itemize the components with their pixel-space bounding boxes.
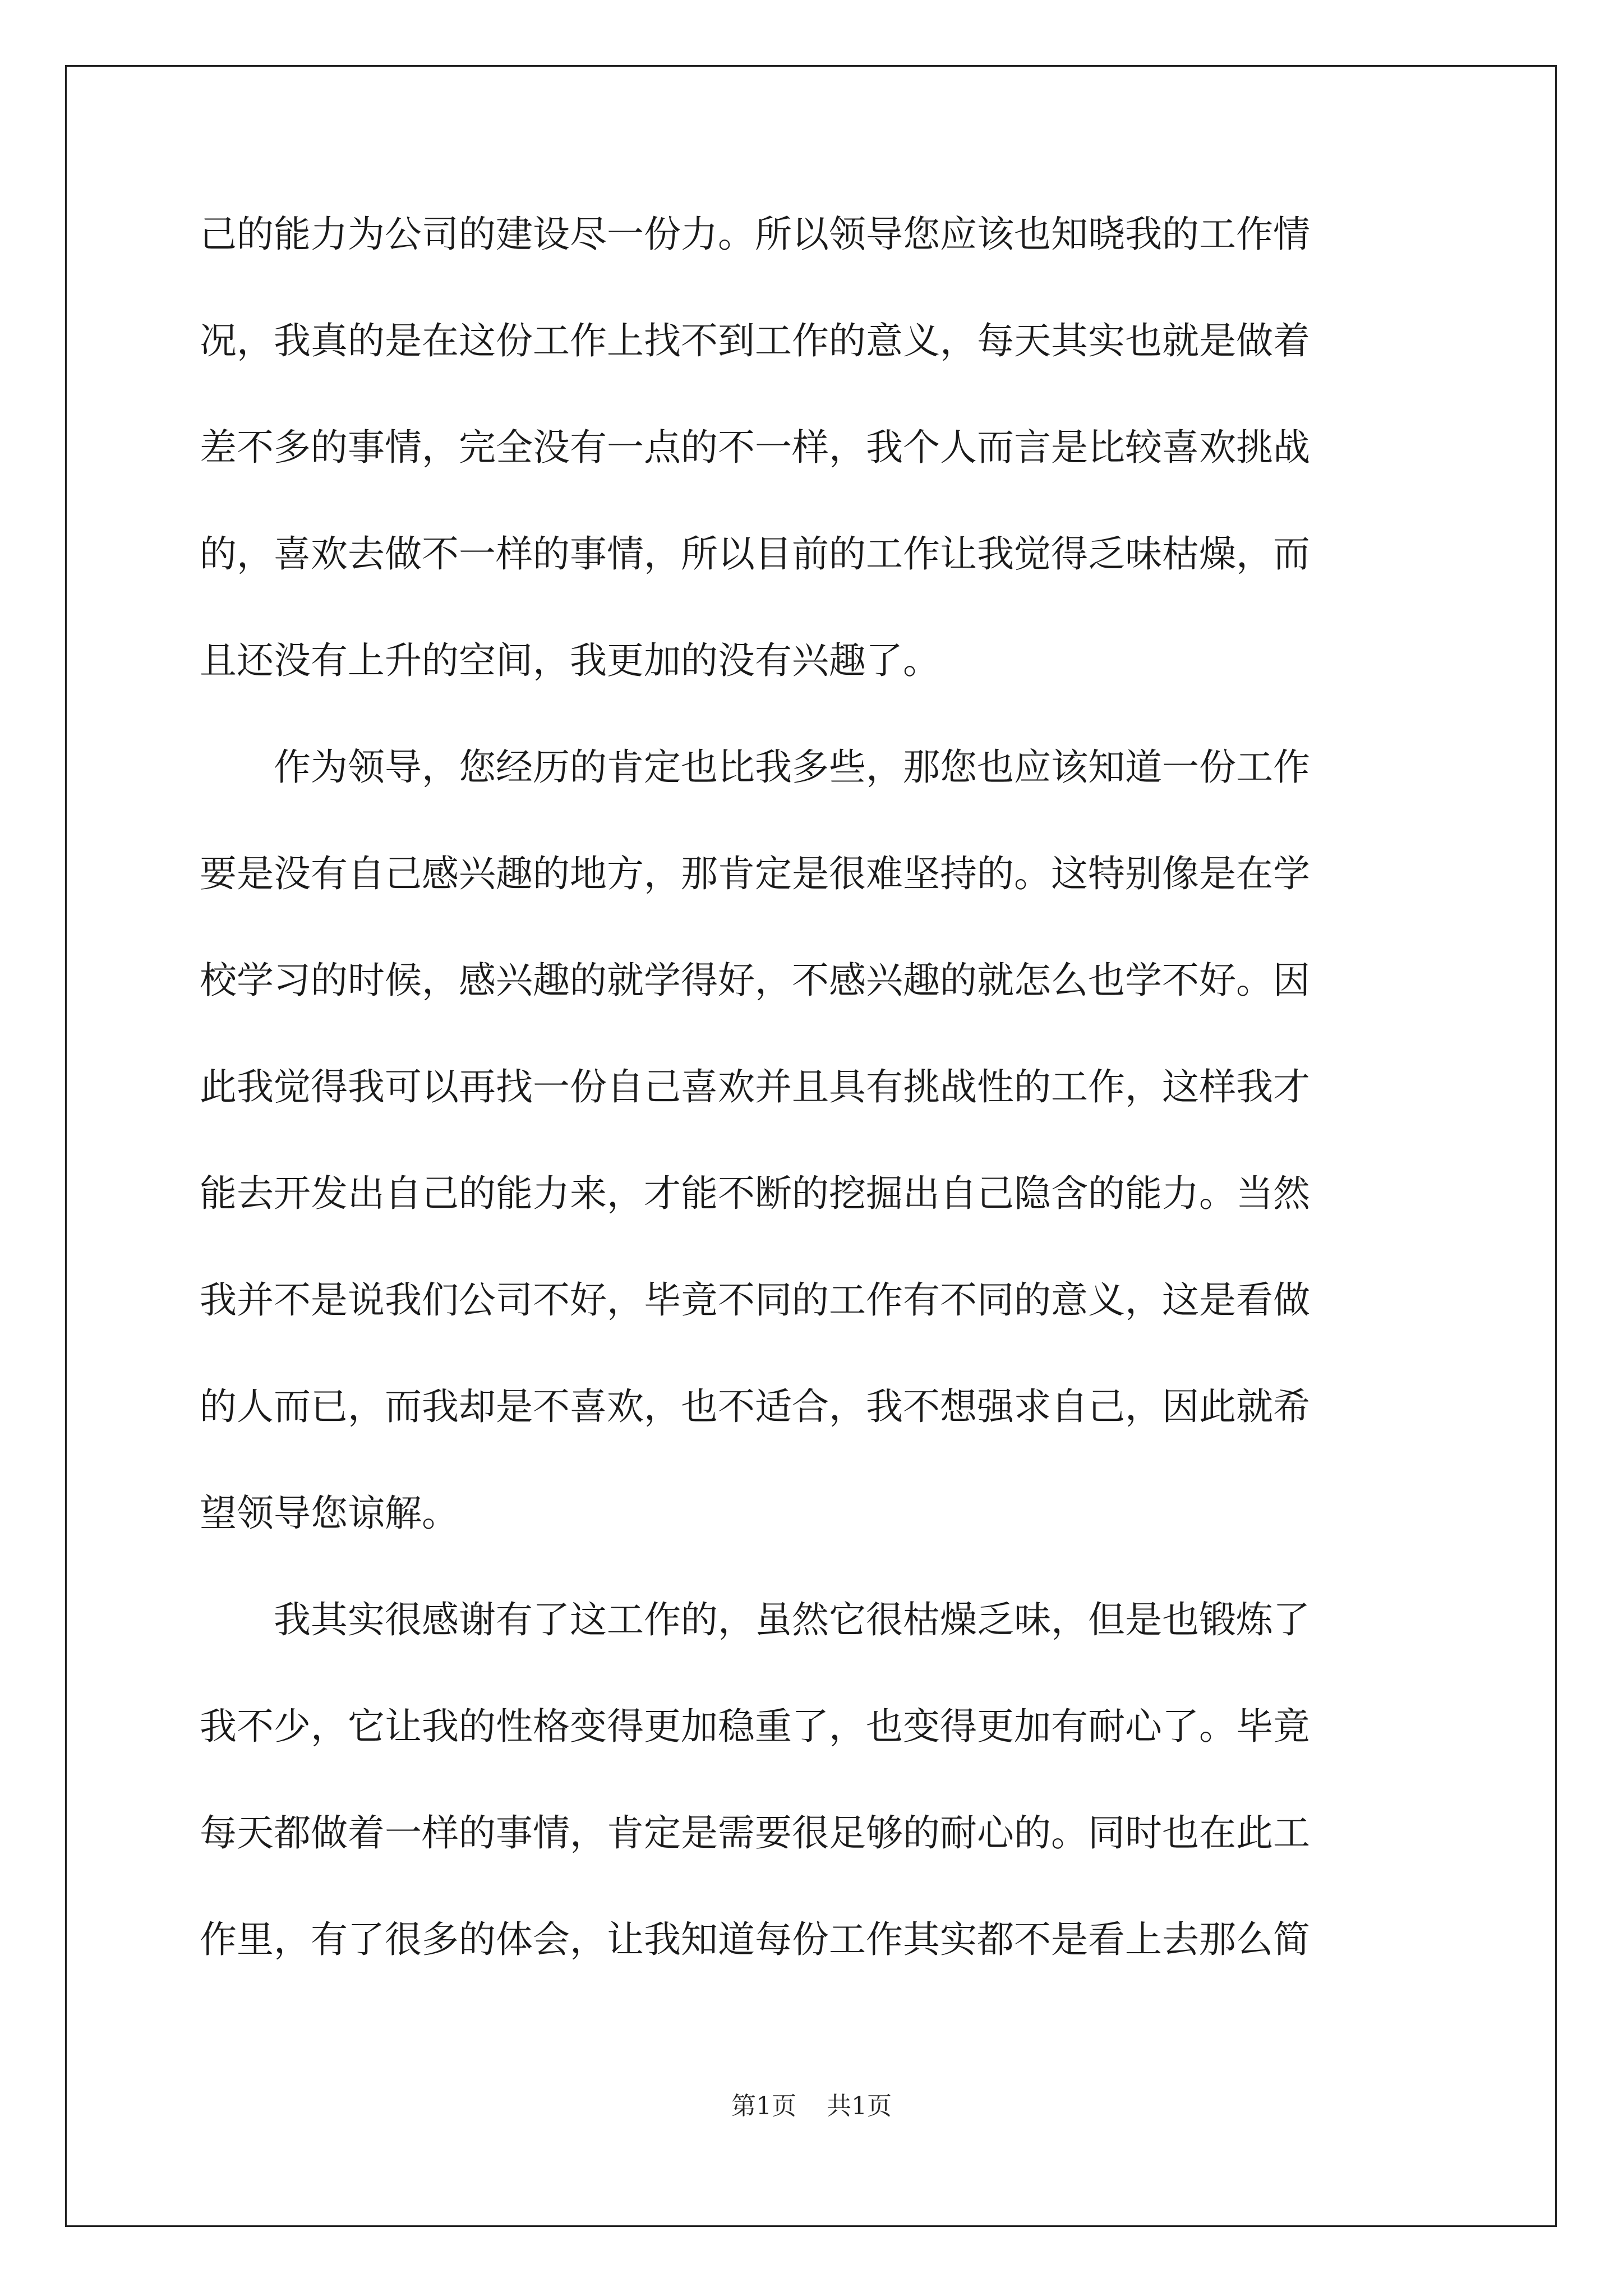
text-line-10: 能去开发出自己的能力来，才能不断的挖掘出自己隐含的能力。当然 [200, 1172, 1310, 1215]
text-line-4: 的，喜欢去做不一样的事情，所以目前的工作让我觉得乏味枯燥，而 [200, 532, 1310, 576]
text-line-6: 作为领导，您经历的肯定也比我多些，那您也应该知道一份工作 [200, 746, 1310, 789]
text-line-7: 要是没有自己感兴趣的地方，那肯定是很难坚持的。这特别像是在学 [200, 852, 1310, 895]
text-line-9: 此我觉得我可以再找一份自己喜欢并且具有挑战性的工作，这样我才 [200, 1065, 1310, 1108]
text-line-11: 我并不是说我们公司不好，毕竟不同的工作有不同的意义，这是看做 [200, 1278, 1310, 1322]
text-line-17: 作里，有了很多的体会，让我知道每份工作其实都不是看上去那么简 [200, 1918, 1310, 1961]
page-number: 第1页 [731, 2092, 796, 2120]
text-line-1: 己的能力为公司的建设尽一份力。所以领导您应该也知晓我的工作情 [200, 213, 1310, 256]
text-line-14: 我其实很感谢有了这工作的，虽然它很枯燥乏味，但是也锻炼了 [200, 1598, 1310, 1641]
text-line-13: 望领导您谅解。 [200, 1492, 459, 1535]
text-line-12: 的人而已，而我却是不喜欢，也不适合，我不想强求自己，因此就希 [200, 1385, 1310, 1428]
page-total: 共1页 [827, 2092, 892, 2120]
text-line-15: 我不少，它让我的性格变得更加稳重了，也变得更加有耐心了。毕竟 [200, 1705, 1310, 1748]
text-line-2: 况，我真的是在这份工作上找不到工作的意义，每天其实也就是做着 [200, 319, 1310, 362]
text-line-8: 校学习的时候，感兴趣的就学得好，不感兴趣的就怎么也学不好。因 [200, 959, 1310, 1002]
text-line-16: 每天都做着一样的事情，肯定是需要很足够的耐心的。同时也在此工 [200, 1811, 1310, 1855]
text-line-5: 且还没有上升的空间，我更加的没有兴趣了。 [200, 639, 940, 682]
document-body [200, 212, 1428, 2024]
page-footer [0, 2092, 1623, 2120]
text-line-3: 差不多的事情，完全没有一点的不一样，我个人而言是比较喜欢挑战 [200, 426, 1310, 469]
